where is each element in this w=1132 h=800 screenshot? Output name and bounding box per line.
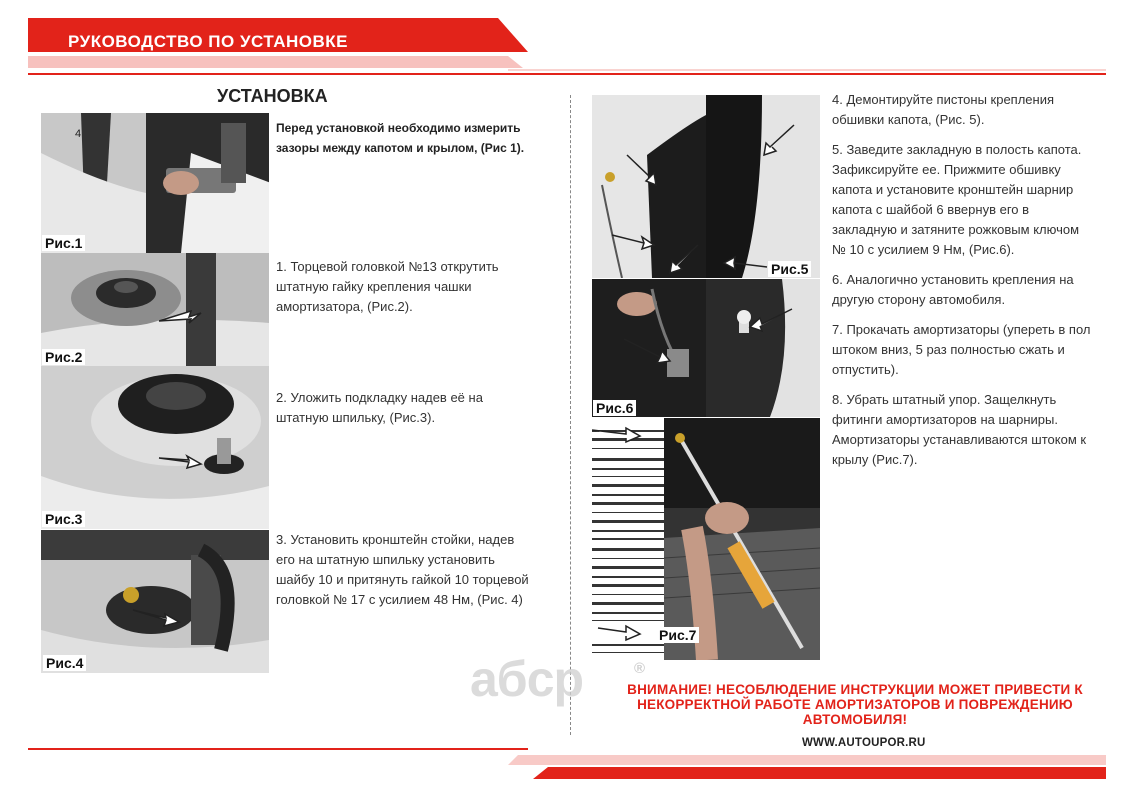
step-line: 4. Демонтируйте пистоны крепления: [832, 92, 1055, 107]
banner-title: РУКОВОДСТВО ПО УСТАНОВКЕ: [68, 32, 348, 51]
step-line: его на штатную шпильку установить: [276, 552, 495, 567]
figure-7-label: Рис.7: [656, 627, 699, 643]
step-line: фитинги амортизаторов на шарниры.: [832, 412, 1058, 427]
figure-4-photo: [41, 530, 269, 673]
watermark-logo: aбcp: [470, 651, 584, 707]
figure-6-label: Рис.6: [593, 400, 636, 416]
figure-5-photo: [592, 95, 820, 278]
step-line: 7. Прокачать амортизаторы (упереть в пол: [832, 322, 1091, 337]
intro-line: зазоры между капотом и крылом, (Рис 1).: [276, 141, 525, 155]
step-line: 3. Установить кронштейн стойки, надев: [276, 532, 515, 547]
step-line: 8. Убрать штатный упор. Защелкнуть: [832, 392, 1057, 407]
figure-2-label: Рис.2: [42, 349, 85, 365]
step-line: Зафиксируйте ее. Прижмите обшивку: [832, 162, 1061, 177]
step-line: амортизатора, (Рис.2).: [276, 299, 413, 314]
intro-text: [276, 118, 566, 158]
step-line: обшивки капота, (Рис. 5).: [832, 112, 985, 127]
step-6-text: [832, 270, 1112, 310]
step-line: 6. Аналогично установить крепления на: [832, 272, 1074, 287]
figure-1-number: 4: [75, 128, 82, 140]
step-line: штоком вниз, 5 раз полностью сжать и: [832, 342, 1065, 357]
step-5-text: [832, 140, 1112, 260]
website-link[interactable]: WWW.AUTOUPOR.RU: [802, 737, 926, 749]
step-line: капота и установите кронштейн шарнир: [832, 182, 1074, 197]
warning-line: АВТОМОБИЛЯ!: [802, 712, 908, 727]
intro-line: Перед установкой необходимо измерить: [276, 121, 521, 135]
step-line: капота с шайбой 6 ввернув его в: [832, 202, 1030, 217]
warning-line: НЕКОРРЕКТНОЙ РАБОТЕ АМОРТИЗАТОРОВ И ПОВРЕЖДЕНИЮ: [637, 697, 1073, 712]
step-line: крылу (Рис.7).: [832, 452, 918, 467]
step-1-text: [276, 257, 566, 317]
step-line: другую сторону автомобиля.: [832, 292, 1006, 307]
step-3-text: [276, 530, 566, 610]
figure-5-label: Рис.5: [768, 261, 811, 277]
column-divider: [570, 95, 571, 735]
figure-4-label: Рис.4: [43, 655, 86, 671]
step-8-text: [832, 390, 1112, 470]
step-line: 5. Заведите закладную в полость капота.: [832, 142, 1082, 157]
warning-line: ВНИМАНИЕ! НЕСОБЛЮДЕНИЕ ИНСТРУКЦИИ МОЖЕТ ПРИВЕСТИ К: [627, 682, 1083, 697]
figure-7-photo: [592, 418, 820, 660]
step-7-text: [832, 320, 1112, 380]
step-2-text: [276, 388, 566, 428]
warning-text: [620, 682, 1090, 727]
step-line: штатную шпильку, (Рис.3).: [276, 410, 436, 425]
step-line: 1. Торцевой головкой №13 открутить: [276, 259, 499, 274]
figure-1-label: Рис.1: [42, 235, 85, 251]
figure-3-photo: [41, 366, 269, 529]
step-line: 2. Уложить подкладку надев её на: [276, 390, 483, 405]
step-line: Амортизаторы устанавливаются штоком к: [832, 432, 1087, 447]
step-line: закладную и затяните рожковым ключом: [832, 222, 1080, 237]
watermark-registered-mark: ®: [634, 660, 646, 677]
figure-3-label: Рис.3: [42, 511, 85, 527]
footer-decoration: [28, 735, 1108, 780]
step-line: № 10 с усилием 9 Нм, (Рис.6).: [832, 242, 1015, 257]
step-line: головкой № 17 с усилием 48 Нм, (Рис. 4): [276, 592, 523, 607]
figure-6-photo: [592, 279, 820, 417]
step-4-text: [832, 90, 1112, 130]
step-line: шайбу 10 и притянуть гайкой 10 торцевой: [276, 572, 529, 587]
step-line: штатную гайку крепления чашки: [276, 279, 472, 294]
section-title: УСТАНОВКА: [217, 86, 328, 106]
step-line: отпустить).: [832, 362, 899, 377]
